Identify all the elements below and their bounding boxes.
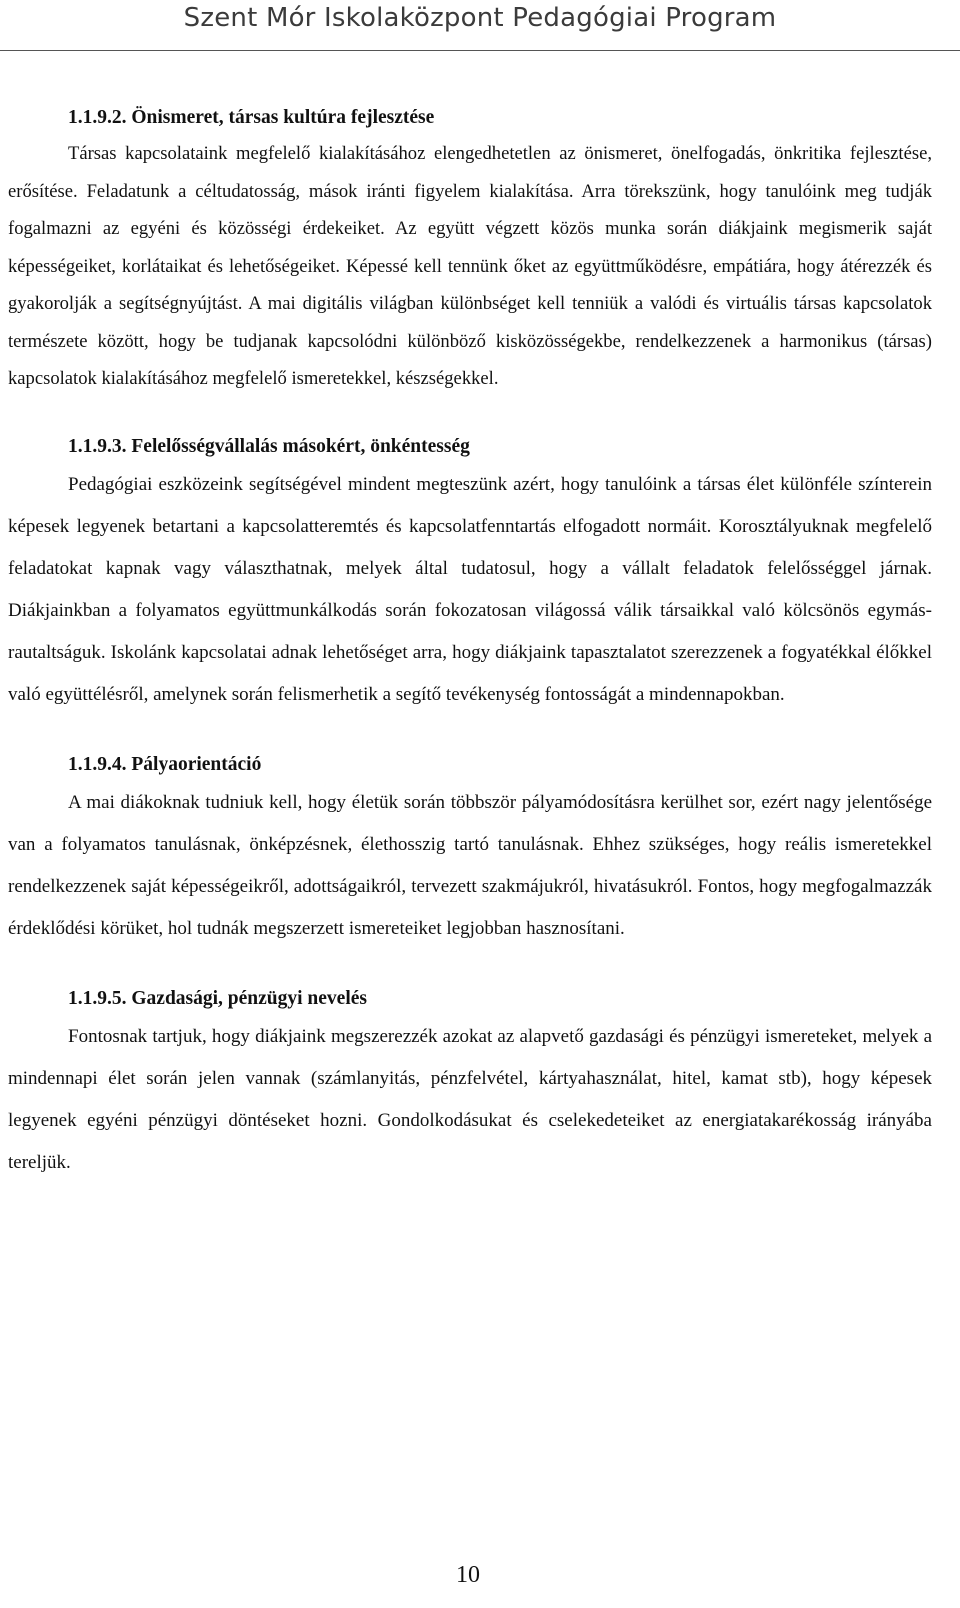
section-heading: 1.1.9.5. Gazdasági, pénzügyi nevelés	[68, 987, 368, 1009]
page-number: 10	[456, 1562, 480, 1588]
section-paragraph: Fontosnak tartjuk, hogy diákjaink megszerezzék azokat az alapvető gazdasági és pénzügyi ismereteket, melyek a mindennapi élet során jelen vannak (számlanyitás, pénzfelvétel, kártyahasználat, hitel, kamat stb), hogy képesek legyenek egyéni pénzügyi döntéseket hozni. Gondolkodásukat és cselekedeteiket az energiatakarékosság irányába tereljük.	[8, 1025, 932, 1173]
section-paragraph: A mai diákoknak tudniuk kell, hogy életük során többször pályamódosításra kerülhet sor, ezért nagy jelentősége van a folyamatos tanulásnak, önképzésnek, élethosszig tartó tanulásnak. Ehhez szükséges, hogy reális ismeretekkel rendelkezzenek saját képességeikről, adottságaikról, tervezett szakmájukról, hivatásukról. Fontos, hogy megfogalmazzák érdeklődési körüket, hol tudnák megszerzett ismereteiket legjobban hasznosítani.	[8, 791, 932, 939]
section-financial-education	[8, 987, 932, 1184]
page-header-title: Szent Mór Iskolaközpont Pedagógiai Program	[183, 3, 777, 33]
section-heading: 1.1.9.4. Pályaorientáció	[68, 753, 262, 775]
header-divider	[0, 50, 960, 51]
section-heading: 1.1.9.2. Önismeret, társas kultúra fejlesztése	[68, 107, 435, 128]
section-paragraph: Pedagógiai eszközeink segítségével mindent megteszünk azért, hogy tanulóink a társas élet különféle színterein képesek legyenek betartani a kapcsolatteremtés és kapcsolatfenntartás elfogadott normáit. Korosztályuknak megfelelő feladatokat kapnak vagy választhatnak, melyek által tudatosul, hogy a vállalt feladatok felelősséggel járnak. Diákjainkban a folyamatos együttmunkálkodás során fokozatosan világossá válik társaikkal való kölcsönös egymásrautaltságuk. Iskolánk kapcsolatai adnak lehetőséget arra, hogy diákjaink tapasztalatot szerezzenek a fogyatékkal élőkkel való együttélésről, amelynek során felismerhetik a segítő tevékenység fontosságát a mindennapokban.	[8, 473, 932, 705]
section-paragraph: Társas kapcsolataink megfelelő kialakításához elengedhetetlen az önismeret, önelfogadás, önkritika fejlesztése, erősítése. Feladatunk a céltudatosság, mások iránti figyelem kialakítása. Arra törekszünk, hogy tanulóink meg tudják fogalmazni az egyéni és közösségi érdekeiket. Az együtt végzett közös munka során diákjaink megismerik saját képességeiket, korlátaikat és lehetőségeiket. Képessé kell tennünk őket az együttműködésre, empátiára, hogy átérezzék és gyakorolják a segítségnyújtást. A mai digitális világban különbséget kell tenniük a valódi és virtuális társas kapcsolatok természete között, hogy be tudjanak kapcsolódni különböző kisközösségekbe, rendelkezzenek a harmonikus (társas) kapcsolatok kialakításához megfelelő ismeretekkel, készségekkel.	[8, 143, 932, 389]
section-heading: 1.1.9.3. Felelősségvállalás másokért, önkéntesség	[68, 435, 470, 457]
page-content	[8, 106, 932, 1221]
section-responsibility	[8, 435, 932, 716]
section-self-knowledge	[8, 106, 932, 398]
section-career-orientation	[8, 753, 932, 950]
